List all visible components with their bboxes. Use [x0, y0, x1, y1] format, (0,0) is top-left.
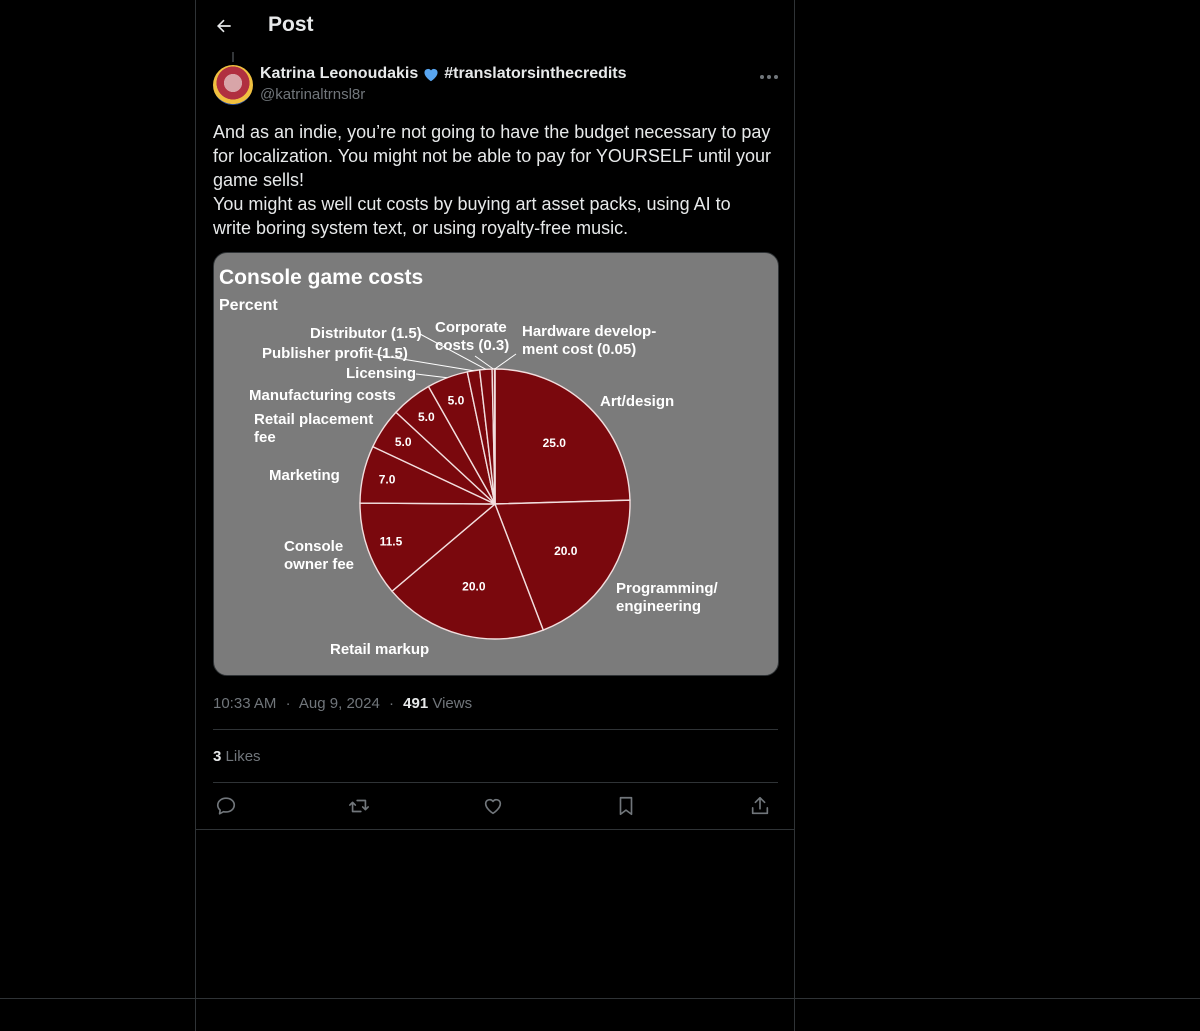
slice-value-label: 25.0	[542, 436, 566, 451]
slice-label-console-owner-fee: Console owner fee	[284, 538, 355, 573]
like-icon	[482, 795, 504, 817]
action-bar	[213, 793, 778, 819]
more-button[interactable]	[758, 70, 780, 82]
more-dots-icon	[758, 71, 780, 83]
post-time[interactable]: 10:33 AM	[213, 695, 277, 712]
post-image[interactable]	[213, 252, 779, 676]
divider	[213, 729, 778, 730]
back-button[interactable]	[210, 12, 238, 40]
post-meta	[213, 695, 472, 712]
author-block	[260, 65, 627, 103]
slice-value-label: 11.5	[379, 534, 403, 549]
page-header	[196, 0, 794, 54]
slice-label-corporate-costs-0-3: Corporate costs (0.3)	[435, 319, 510, 354]
slice-label-marketing: Marketing	[269, 467, 340, 484]
slice-label-publisher-profit-1-5: Publisher profit (1.5)	[262, 345, 408, 362]
slice-label-hardware-develop-ment-cost-0-05: Hardware develop-ment cost (0.05)	[522, 323, 657, 358]
arrow-left-icon	[214, 16, 234, 36]
likes-count: 3	[213, 748, 222, 765]
likes-label: Likes	[225, 748, 261, 765]
slice-value-label: 7.0	[378, 472, 396, 487]
share-icon	[749, 795, 771, 817]
slice-label-distributor-1-5: Distributor (1.5)	[310, 325, 422, 342]
like-button[interactable]	[480, 793, 506, 819]
bookmark-button[interactable]	[613, 793, 639, 819]
slice-value-label: 5.0	[447, 393, 465, 408]
pie-chart	[214, 253, 778, 675]
slice-label-retail-markup: Retail markup	[330, 641, 430, 658]
slice-label-manufacturing-costs: Manufacturing costs	[249, 387, 396, 404]
author-name[interactable]: Katrina Leonoudakis	[260, 65, 419, 82]
repost-button[interactable]	[346, 793, 372, 819]
page-title: Post	[268, 13, 314, 36]
reply-icon	[215, 795, 237, 817]
slice-label-retail-placement-fee: Retail placement fee	[254, 411, 374, 446]
divider	[213, 782, 778, 783]
leader-line	[475, 356, 493, 369]
author-hashtag[interactable]: #translatorsinthecredits	[444, 65, 627, 82]
divider	[196, 829, 794, 830]
post-text	[213, 120, 773, 240]
post-date[interactable]: Aug 9, 2024	[298, 695, 380, 712]
reply-button[interactable]	[213, 793, 239, 819]
slice-value-label: 5.0	[417, 410, 435, 425]
meta-separator: ·	[388, 695, 394, 712]
bottom-divider	[0, 998, 1200, 999]
post-paragraph: You might as well cut costs by buying art asset packs, using AI to write boring system text, or using royalty-free music.	[213, 194, 731, 238]
slice-label-licensing: Licensing	[346, 365, 417, 382]
slice-value-label: 5.0	[394, 435, 412, 450]
views-label: Views	[432, 695, 473, 712]
meta-separator: ·	[285, 695, 291, 712]
likes-link[interactable]	[213, 748, 261, 765]
main-column	[195, 0, 795, 1031]
share-button[interactable]	[747, 793, 773, 819]
views-count: 491	[403, 695, 429, 712]
chart-title: Console game costs	[219, 266, 424, 289]
bookmark-icon	[615, 795, 637, 817]
leader-line	[416, 374, 447, 378]
author-handle[interactable]: @katrinaltrnsl8r	[260, 86, 366, 103]
avatar[interactable]	[213, 65, 253, 105]
slice-value-label: 20.0	[462, 579, 486, 594]
slice-label-programming-engineering: Programming/ engineering	[616, 580, 718, 615]
post-paragraph: And as an indie, you’re not going to have the budget necessary to pay for localization. You might not be able to pay for YOURSELF until your game sells!	[213, 122, 771, 190]
thread-line	[232, 52, 234, 62]
blue-heart-icon	[422, 66, 440, 82]
chart-subtitle: Percent	[219, 297, 278, 314]
repost-icon	[348, 795, 370, 817]
slice-label-art-design: Art/design	[600, 393, 675, 410]
leader-line	[495, 354, 516, 369]
slice-value-label: 20.0	[554, 544, 578, 559]
